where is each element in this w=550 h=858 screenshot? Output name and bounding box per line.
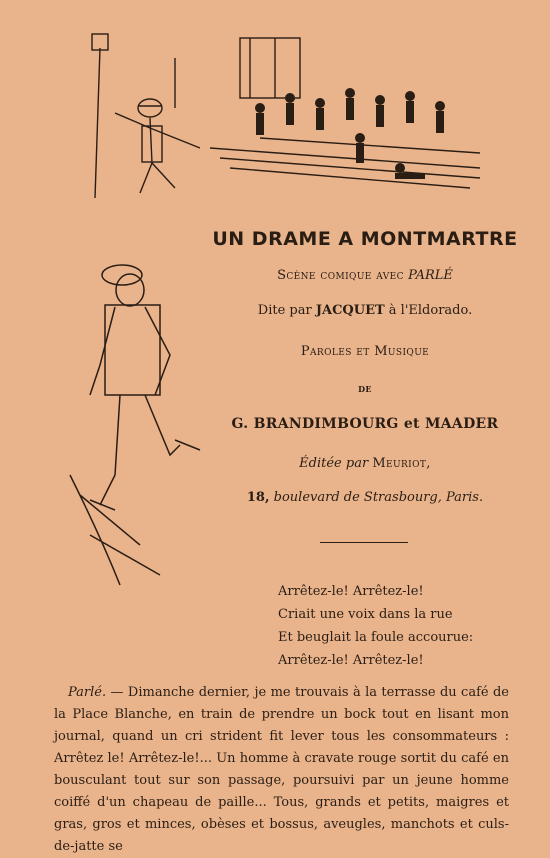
running-man-illustration xyxy=(60,245,235,595)
publisher-name: Meuriot, xyxy=(372,456,431,471)
performer-line xyxy=(230,303,500,318)
street-chase-illustration xyxy=(60,28,490,198)
performer-name: JACQUET xyxy=(315,303,385,318)
poem-line: Arrêtez-le! Arrêtez-le! xyxy=(278,584,424,599)
performed-prefix: Dite par xyxy=(257,303,312,318)
subtitle-emphasis: PARLÉ xyxy=(408,268,453,283)
song-title: UN DRAME A MONTMARTRE xyxy=(212,228,518,250)
address-street: boulevard de Strasbourg, Paris. xyxy=(273,490,484,505)
spoken-passage xyxy=(54,682,509,858)
publisher-line xyxy=(230,456,500,471)
poem-stanza xyxy=(278,580,473,672)
poem-line: Arrêtez-le! Arrêtez-le! xyxy=(278,653,424,668)
publisher-prefix: Éditée par xyxy=(299,456,369,471)
divider-rule xyxy=(320,542,408,543)
subtitle-prefix: Scène comique avec xyxy=(277,268,404,283)
credits-label: Paroles et Musique xyxy=(300,344,430,359)
poem-line: Et beuglait la foule accourue: xyxy=(278,630,474,645)
subtitle xyxy=(230,268,500,283)
passage-text: — Dimanche dernier, je me trouvais à la terrasse du café de la Place Blanche, en train de prendre un bock tout en lisant mon journal, quand un cri strident fit lever tous les consommateurs : Arrêtez le! Arrêtez-le!... Un homme à cravate rouge sortit du café en bousculant tout sur son passage, poursuivi par un jeune homme coiffé d'un chapeau de paille... Tous, grands et petits, maigres et gras, gros et minces, obèses et bossus, aveugles, manchots et culs-de-jatte se xyxy=(54,685,509,854)
parle-label: Parlé. xyxy=(68,685,107,700)
address-line xyxy=(230,490,500,505)
poem-line: Criait une voix dans la rue xyxy=(278,607,453,622)
authors: G. BRANDIMBOURG et MAADER xyxy=(231,416,499,432)
venue: à l'Eldorado. xyxy=(388,303,473,318)
address-number: 18, xyxy=(246,490,270,505)
credits-de: de xyxy=(358,382,372,395)
